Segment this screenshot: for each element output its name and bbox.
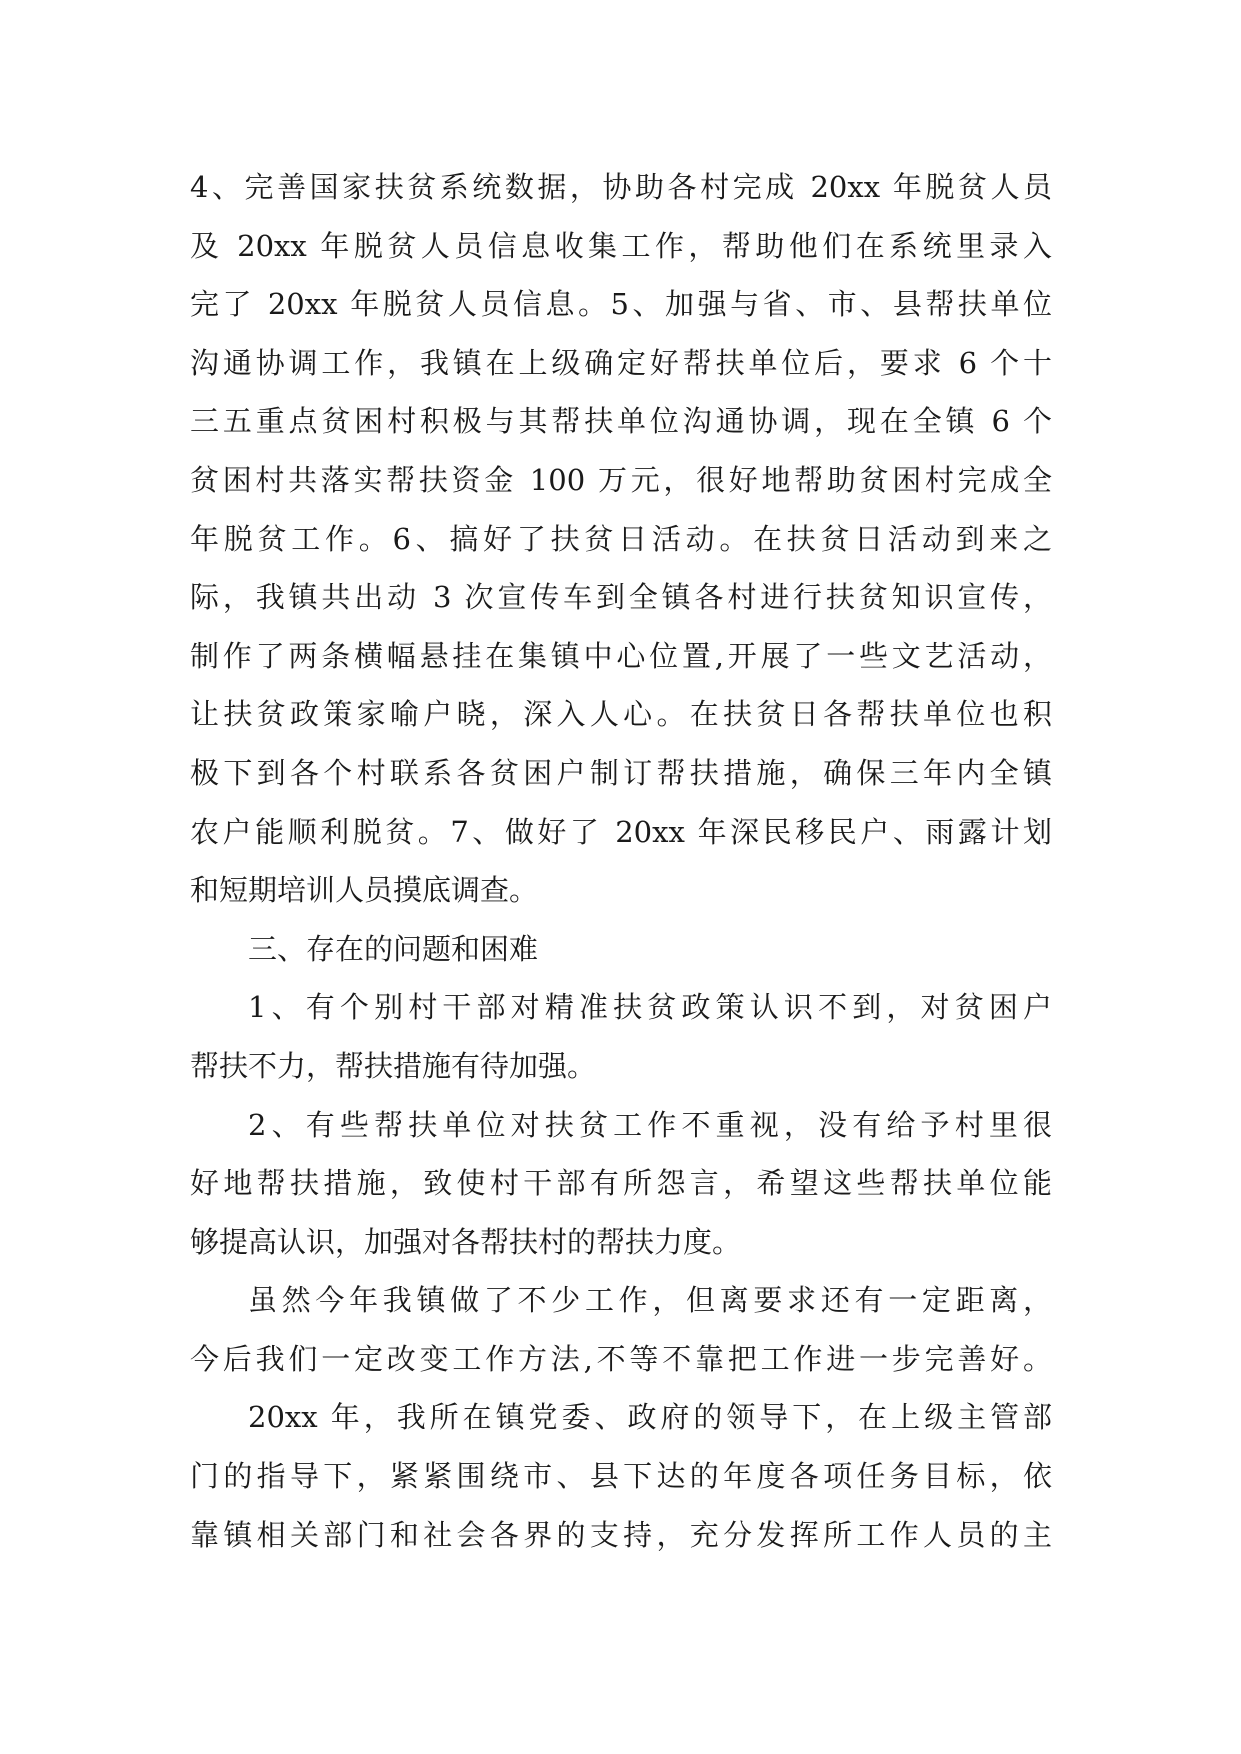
text-line: 好地帮扶措施，致使村干部有所怨言，希望这些帮扶单位能	[190, 1166, 1052, 1201]
text-line: 今后我们一定改变工作方法,不等不靠把工作进一步完善好。	[190, 1341, 1052, 1376]
text-line: 帮扶不力，帮扶措施有待加强。	[190, 1048, 597, 1083]
text-line: 和短期培训人员摸底调查。	[190, 873, 539, 908]
text-line: 三、存在的问题和困难	[248, 931, 539, 966]
text-line: 20xx 年，我所在镇党委、政府的领导下，在上级主管部	[248, 1400, 1052, 1435]
text-line: 够提高认识，加强对各帮扶村的帮扶力度。	[190, 1224, 742, 1259]
text-line: 三五重点贫困村积极与其帮扶单位沟通协调，现在全镇 6 个	[190, 404, 1052, 439]
text-line: 门的指导下，紧紧围绕市、县下达的年度各项任务目标，依	[190, 1459, 1052, 1494]
text-line: 靠镇相关部门和社会各界的支持，充分发挥所工作人员的主	[190, 1517, 1052, 1552]
text-line: 际，我镇共出动 3 次宣传车到全镇各村进行扶贫知识宣传，	[190, 580, 1052, 615]
text-line: 让扶贫政策家喻户晓，深入人心。在扶贫日各帮扶单位也积	[190, 697, 1052, 732]
text-line: 极下到各个村联系各贫困户制订帮扶措施，确保三年内全镇	[190, 755, 1052, 790]
text-line: 2、有些帮扶单位对扶贫工作不重视，没有给予村里很	[248, 1107, 1052, 1142]
text-line: 贫困村共落实帮扶资金 100 万元，很好地帮助贫困村完成全	[190, 462, 1052, 497]
text-line: 1、有个别村干部对精准扶贫政策认识不到，对贫困户	[248, 990, 1052, 1025]
text-line: 完了 20xx 年脱贫人员信息。5、加强与省、市、县帮扶单位	[190, 287, 1052, 322]
text-line: 4、完善国家扶贫系统数据，协助各村完成 20xx 年脱贫人员	[190, 170, 1052, 204]
text-line: 及 20xx 年脱贫人员信息收集工作，帮助他们在系统里录入	[190, 228, 1052, 263]
text-line: 沟通协调工作，我镇在上级确定好帮扶单位后，要求 6 个十	[190, 345, 1052, 380]
text-line: 年脱贫工作。6、搞好了扶贫日活动。在扶贫日活动到来之	[190, 521, 1052, 556]
text-line: 虽然今年我镇做了不少工作，但离要求还有一定距离，	[248, 1283, 1052, 1318]
text-line: 农户能顺利脱贫。7、做好了 20xx 年深民移民户、雨露计划	[190, 814, 1052, 849]
text-line: 制作了两条横幅悬挂在集镇中心位置,开展了一些文艺活动，	[190, 638, 1052, 673]
document-body	[190, 158, 1052, 1564]
